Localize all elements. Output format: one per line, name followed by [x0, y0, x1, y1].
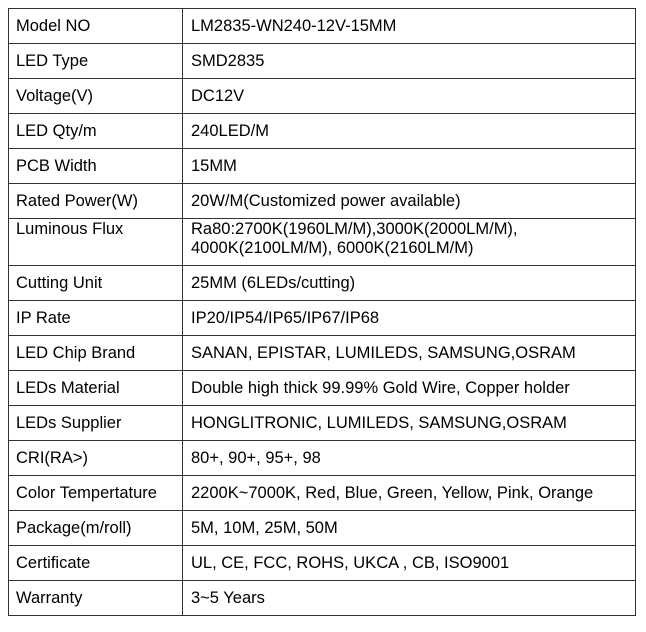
table-row — [9, 546, 636, 581]
spec-label: IP Rate — [9, 301, 183, 336]
spec-value: DC12V — [183, 79, 636, 114]
spec-value: 3~5 Years — [183, 581, 636, 616]
spec-value: 5M, 10M, 25M, 50M — [183, 511, 636, 546]
table-row — [9, 219, 636, 266]
table-row — [9, 149, 636, 184]
table-row — [9, 476, 636, 511]
spec-value: 20W/M(Customized power available) — [183, 184, 636, 219]
spec-value: LM2835-WN240-12V-15MM — [183, 9, 636, 44]
table-row — [9, 371, 636, 406]
table-row — [9, 79, 636, 114]
table-row — [9, 184, 636, 219]
spec-value: HONGLITRONIC, LUMILEDS, SAMSUNG,OSRAM — [183, 406, 636, 441]
spec-label: LEDs Supplier — [9, 406, 183, 441]
spec-label: Certificate — [9, 546, 183, 581]
spec-value: IP20/IP54/IP65/IP67/IP68 — [183, 301, 636, 336]
table-row — [9, 44, 636, 79]
spec-label: Luminous Flux — [9, 219, 183, 266]
table-row — [9, 114, 636, 149]
spec-label: Warranty — [9, 581, 183, 616]
spec-label: Rated Power(W) — [9, 184, 183, 219]
spec-label: LED Type — [9, 44, 183, 79]
table-row — [9, 441, 636, 476]
table-row — [9, 511, 636, 546]
spec-value-line: 4000K(2100LM/M), 6000K(2160LM/M) — [191, 239, 474, 257]
spec-value — [183, 219, 636, 266]
spec-table — [8, 8, 636, 616]
table-row — [9, 9, 636, 44]
table-row — [9, 301, 636, 336]
spec-label: Voltage(V) — [9, 79, 183, 114]
spec-value: UL, CE, FCC, ROHS, UKCA , CB, ISO9001 — [183, 546, 636, 581]
spec-label: PCB Width — [9, 149, 183, 184]
spec-value: Double high thick 99.99% Gold Wire, Copper holder — [183, 371, 636, 406]
spec-label: Color Tempertature — [9, 476, 183, 511]
table-row — [9, 266, 636, 301]
spec-value-line: Ra80:2700K(1960LM/M),3000K(2000LM/M), — [191, 220, 518, 238]
table-row — [9, 336, 636, 371]
spec-value: SANAN, EPISTAR, LUMILEDS, SAMSUNG,OSRAM — [183, 336, 636, 371]
spec-label: LED Chip Brand — [9, 336, 183, 371]
spec-label: Model NO — [9, 9, 183, 44]
spec-value: 15MM — [183, 149, 636, 184]
table-row — [9, 581, 636, 616]
spec-label: Package(m/roll) — [9, 511, 183, 546]
spec-label: LED Qty/m — [9, 114, 183, 149]
spec-label: LEDs Material — [9, 371, 183, 406]
spec-label: Cutting Unit — [9, 266, 183, 301]
spec-label: CRI(RA>) — [9, 441, 183, 476]
table-row — [9, 406, 636, 441]
spec-value: 80+, 90+, 95+, 98 — [183, 441, 636, 476]
spec-value: 240LED/M — [183, 114, 636, 149]
spec-value: 2200K~7000K, Red, Blue, Green, Yellow, Pink, Orange — [183, 476, 636, 511]
spec-value: 25MM (6LEDs/cutting) — [183, 266, 636, 301]
spec-value: SMD2835 — [183, 44, 636, 79]
